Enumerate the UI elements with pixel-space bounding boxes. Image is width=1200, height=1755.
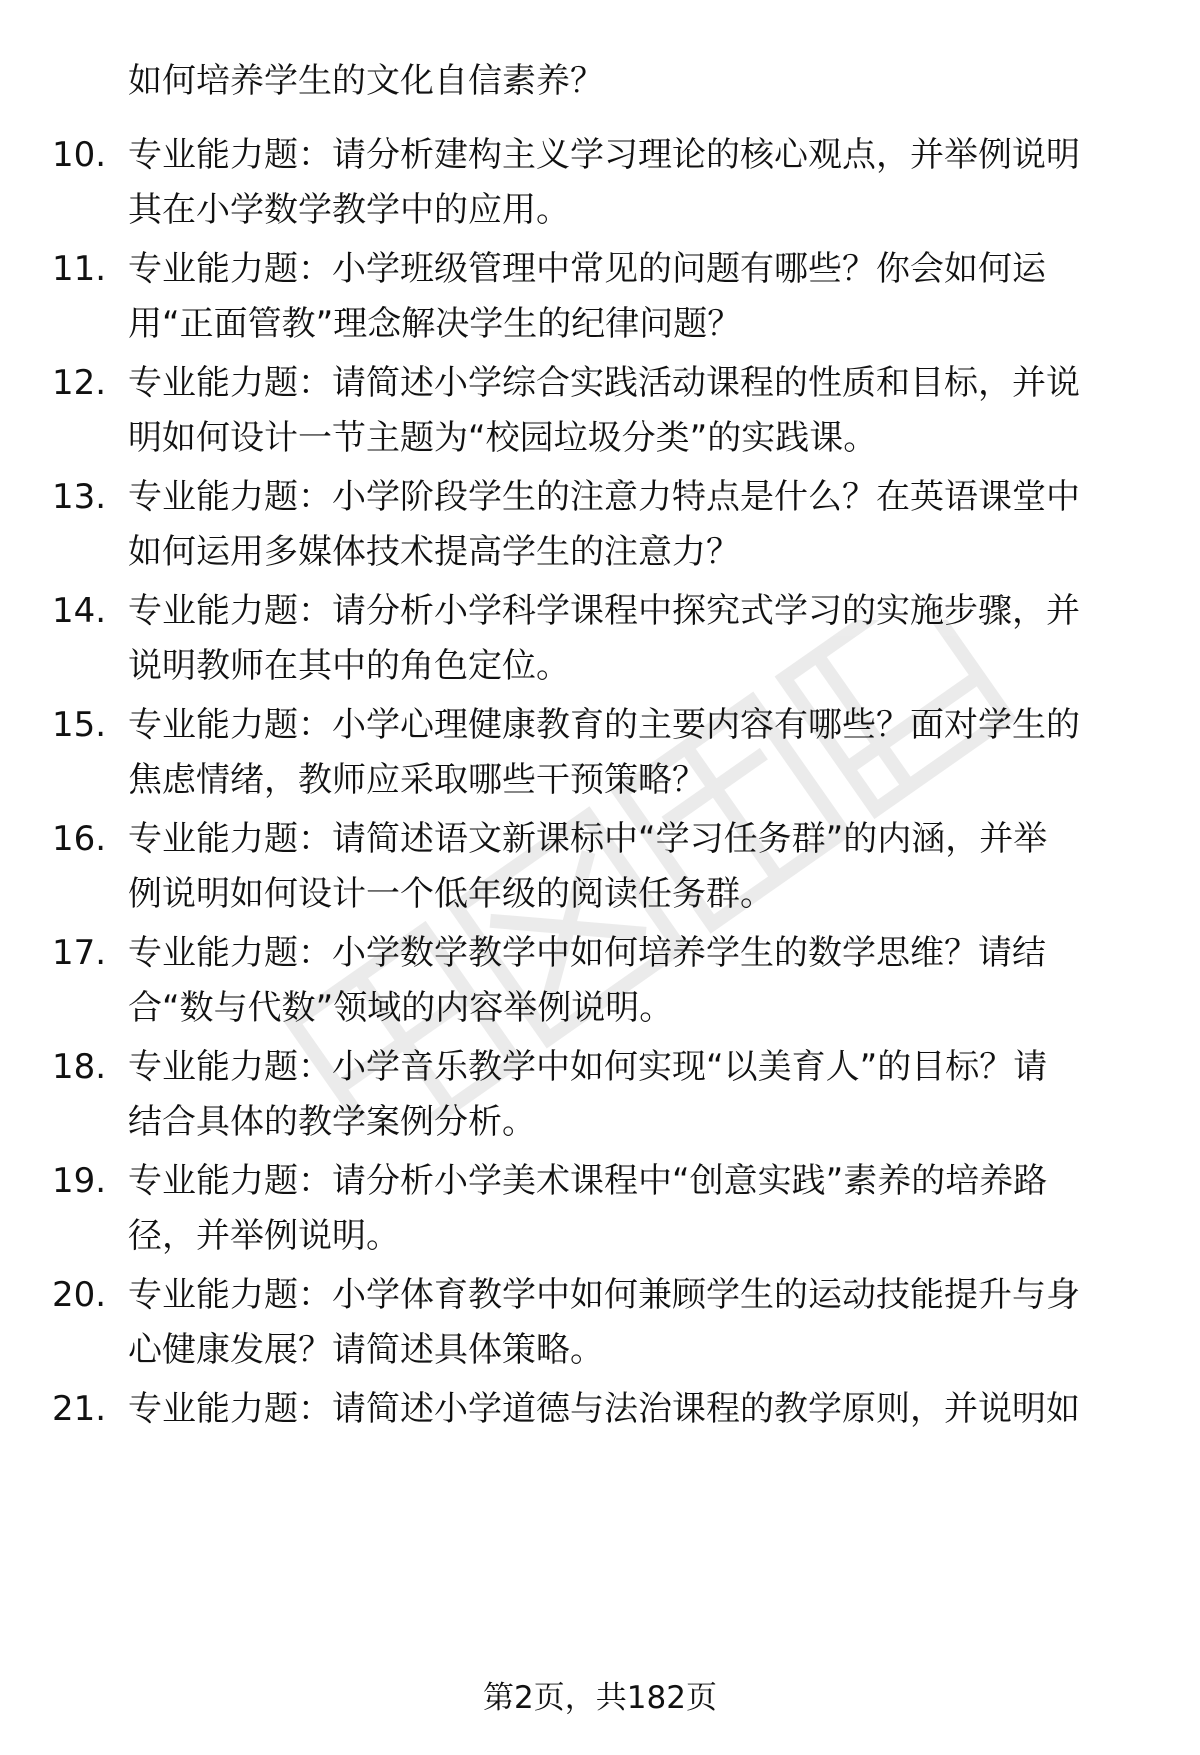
question-number: 18. bbox=[52, 1047, 107, 1087]
question-text-line: 其在小学数学教学中的应用。 bbox=[128, 190, 570, 230]
question-number: 17. bbox=[52, 933, 107, 973]
question-text-line: 合“数与代数”领域的内容举例说明。 bbox=[128, 988, 674, 1028]
question-text-line: 专业能力题：小学数学教学中如何培养学生的数学思维？请结 bbox=[128, 933, 1046, 973]
question-text-line: 例说明如何设计一个低年级的阅读任务群。 bbox=[128, 874, 774, 914]
question-item bbox=[0, 1040, 1200, 1160]
question-text-line: 如何运用多媒体技术提高学生的注意力？ bbox=[128, 532, 740, 572]
question-text-line: 说明教师在其中的角色定位。 bbox=[128, 646, 570, 686]
question-number: 21. bbox=[52, 1389, 107, 1429]
question-text-line: 专业能力题：小学音乐教学中如何实现“以美育人”的目标？请 bbox=[128, 1047, 1048, 1087]
page-footer: 第2页，共182页 bbox=[483, 1680, 717, 1716]
question-text-line: 专业能力题：请分析建构主义学习理论的核心观点，并举例说明 bbox=[128, 135, 1080, 175]
question-item bbox=[0, 926, 1200, 1046]
question-number: 13. bbox=[52, 477, 107, 517]
question-item bbox=[0, 1382, 1200, 1502]
question-text-line: 专业能力题：请简述小学综合实践活动课程的性质和目标，并说 bbox=[128, 363, 1080, 403]
question-number: 12. bbox=[52, 363, 107, 403]
question-text-line: 径，并举例说明。 bbox=[128, 1216, 400, 1256]
question-text-line: 专业能力题：请分析小学美术课程中“创意实践”素养的培养路 bbox=[128, 1161, 1048, 1201]
question-text-line: 专业能力题：小学班级管理中常见的问题有哪些？你会如何运 bbox=[128, 249, 1046, 289]
question-text-line: 结合具体的教学案例分析。 bbox=[128, 1102, 536, 1142]
question-item bbox=[0, 242, 1200, 362]
continuation-line: 如何培养学生的文化自信素养？ bbox=[128, 61, 604, 101]
question-number: 20. bbox=[52, 1275, 107, 1315]
question-item bbox=[0, 584, 1200, 704]
question-item bbox=[0, 698, 1200, 818]
question-text-line: 专业能力题：小学体育教学中如何兼顾学生的运动技能提升与身 bbox=[128, 1275, 1080, 1315]
question-number: 14. bbox=[52, 591, 107, 631]
question-number: 15. bbox=[52, 705, 107, 745]
question-text-line: 专业能力题：请简述小学道德与法治课程的教学原则，并说明如 bbox=[128, 1389, 1080, 1429]
question-item bbox=[0, 1268, 1200, 1388]
question-item bbox=[0, 470, 1200, 590]
question-number: 10. bbox=[52, 135, 107, 175]
question-text-line: 专业能力题：请简述语文新课标中“学习任务群”的内涵，并举 bbox=[128, 819, 1048, 859]
question-item bbox=[0, 356, 1200, 476]
question-text-line: 明如何设计一节主题为“校园垃圾分类”的实践课。 bbox=[128, 418, 878, 458]
question-item bbox=[0, 1154, 1200, 1274]
question-number: 11. bbox=[52, 249, 107, 289]
question-text-line: 心健康发展？请简述具体策略。 bbox=[128, 1330, 604, 1370]
question-text-line: 专业能力题：小学心理健康教育的主要内容有哪些？面对学生的 bbox=[128, 705, 1080, 745]
question-item bbox=[0, 128, 1200, 248]
question-text-line: 用“正面管教”理念解决学生的纪律问题？ bbox=[128, 304, 742, 344]
question-number: 19. bbox=[52, 1161, 107, 1201]
question-item bbox=[0, 812, 1200, 932]
question-text-line: 焦虑情绪，教师应采取哪些干预策略？ bbox=[128, 760, 706, 800]
question-number: 16. bbox=[52, 819, 107, 859]
question-text-line: 专业能力题：请分析小学科学课程中探究式学习的实施步骤，并 bbox=[128, 591, 1080, 631]
question-text-line: 专业能力题：小学阶段学生的注意力特点是什么？在英语课堂中 bbox=[128, 477, 1080, 517]
